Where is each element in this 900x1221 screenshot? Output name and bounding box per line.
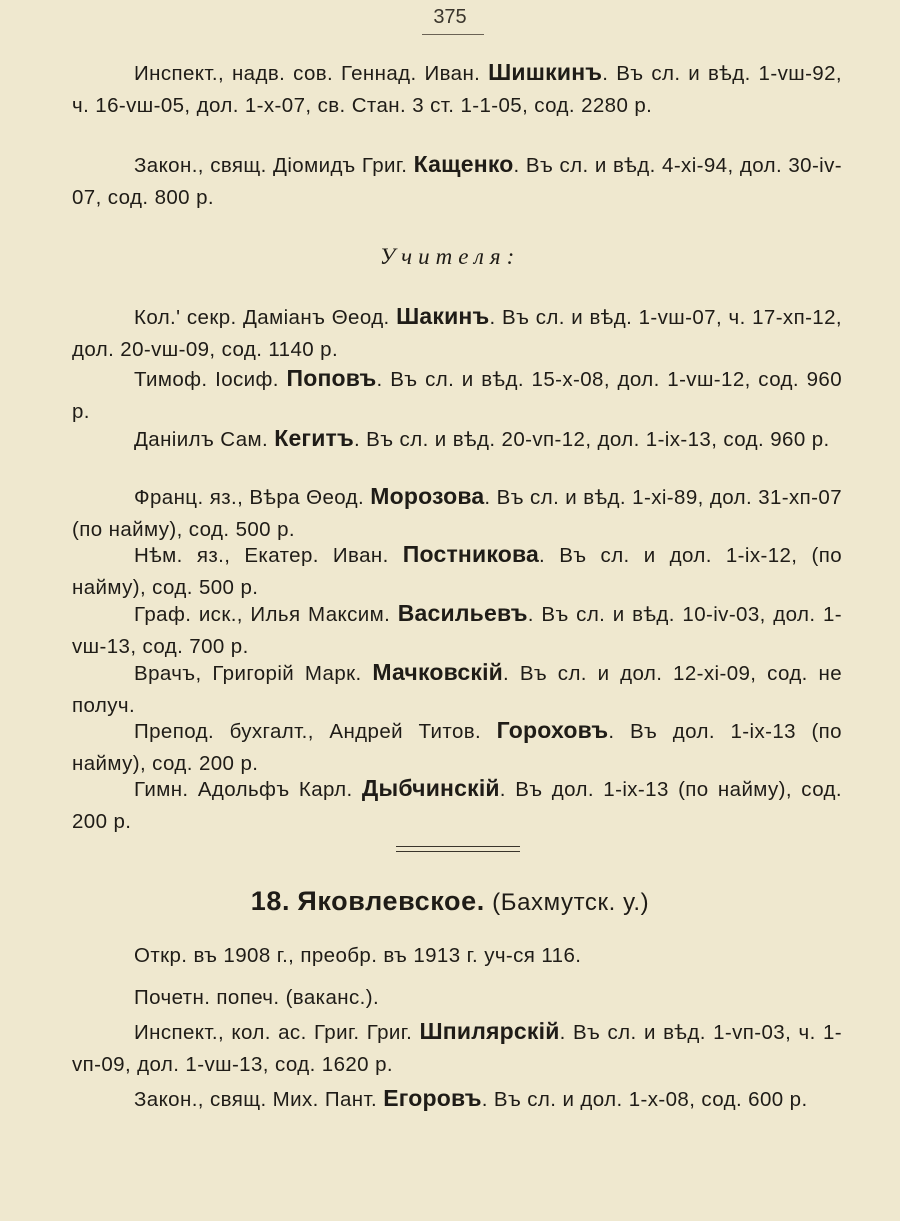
entry-surname: Поповъ bbox=[286, 365, 377, 391]
entry-surname: Кегитъ bbox=[274, 425, 354, 451]
section-info-line: Почетн. попеч. (ваканс.). bbox=[134, 986, 380, 1009]
entry-details: . Въ сл. и дол. 12-хі-09, сод. не получ. bbox=[72, 662, 843, 717]
entry-prefix: Врачъ, Григорій Марк. bbox=[134, 662, 373, 685]
entry-surname: Мачковскій bbox=[372, 659, 504, 685]
entry-prefix: Франц. яз., Вѣра Θеод. bbox=[134, 486, 371, 509]
entry-surname: Васильевъ bbox=[397, 600, 528, 626]
entry-details: . Въ сл. и вѣд. 10-іv-03, дол. 1-vш-13, сод. 700 р. bbox=[72, 603, 842, 658]
entry-surname: Егоровъ bbox=[383, 1085, 482, 1111]
staff-entry-inspector bbox=[72, 56, 842, 122]
teacher-entry bbox=[72, 422, 842, 456]
teacher-entry bbox=[72, 772, 842, 838]
entry-prefix: Инспект., кол. ас. Григ. Григ. bbox=[134, 1021, 420, 1044]
entry-details: . Въ сл. и вѣд. 15-х-08, дол. 1-vш-12, сод. 960 р. bbox=[72, 368, 842, 423]
teacher-entry bbox=[72, 362, 842, 428]
entry-prefix: Тимоф. Іосиф. bbox=[134, 368, 287, 391]
entry-details: . Въ сл. и вѣд. 1-vп-03, ч. 1-vп-09, дол. 1-vш-13, сод. 1620 р. bbox=[72, 1021, 842, 1076]
entry-prefix: Препод. бухгалт., Андрей Титов. bbox=[134, 720, 497, 743]
page-number-rule bbox=[422, 34, 484, 35]
entry-details: . Въ сл. и вѣд. 1-хі-89, дол. 31-хп-07 (по найму), сод. 500 р. bbox=[72, 486, 842, 541]
staff-entry-inspector bbox=[72, 1015, 842, 1081]
entry-details: . Въ сл. и вѣд. 1-vш-07, ч. 17-хп-12, дол. 20-vш-09, сод. 1140 р. bbox=[72, 306, 842, 361]
teacher-entry bbox=[72, 480, 842, 546]
entry-surname: Шпилярскій bbox=[419, 1018, 560, 1044]
teacher-entry bbox=[72, 714, 842, 780]
entry-prefix: Закон., свящ. Мих. Пант. bbox=[134, 1088, 384, 1111]
entry-details: . Въ сл. и дол. 1-х-08, сод. 600 р. bbox=[481, 1088, 808, 1111]
entry-details: . Въ дол. 1-іх-13 (по найму), сод. 200 р. bbox=[72, 778, 842, 833]
entry-surname: Шакинъ bbox=[396, 303, 490, 329]
entry-surname: Шишкинъ bbox=[488, 59, 603, 85]
entry-surname: Дыбчинскій bbox=[361, 775, 500, 801]
staff-entry-priest bbox=[72, 148, 842, 214]
section-title bbox=[0, 886, 900, 917]
teacher-entry bbox=[72, 300, 842, 366]
section-info-line: Откр. въ 1908 г., преобр. въ 1913 г. уч-ся 116. bbox=[134, 944, 582, 967]
entry-prefix: Кол.' секр. Даміанъ Θеод. bbox=[134, 306, 397, 329]
entry-surname: Гороховъ bbox=[496, 717, 609, 743]
teacher-entry bbox=[72, 538, 842, 604]
entry-surname: Морозова bbox=[370, 483, 485, 509]
page-number: 375 bbox=[433, 6, 467, 28]
section-name: Яковлевское. bbox=[297, 886, 485, 916]
entry-details: . Въ сл. и вѣд. 4-хі-94, дол. 30-іv-07, сод. 800 р. bbox=[72, 154, 842, 209]
entry-surname: Постникова bbox=[402, 541, 540, 567]
entry-details: . Въ сл. и вѣд. 1-vш-92, ч. 16-vш-05, дол. 1-х-07, св. Стан. 3 ст. 1-1-05, сод. 2280 р. bbox=[72, 62, 842, 117]
teachers-heading: Учителя: bbox=[379, 244, 521, 269]
entry-details: . Въ сл. и вѣд. 20-vп-12, дол. 1-іх-13, сод. 960 р. bbox=[353, 428, 830, 451]
teacher-entry bbox=[72, 656, 842, 722]
teacher-entry bbox=[72, 597, 842, 663]
entry-surname: Кащенко bbox=[413, 151, 514, 177]
entry-prefix: Закон., свящ. Діомидъ Григ. bbox=[134, 154, 414, 177]
section-district: (Бахмутск. у.) bbox=[492, 889, 650, 916]
staff-entry-priest bbox=[72, 1082, 842, 1116]
section-divider bbox=[396, 846, 520, 852]
section-number: 18. bbox=[250, 886, 291, 916]
entry-details: . Въ дол. 1-іх-13 (по найму), сод. 200 р. bbox=[72, 720, 842, 775]
entry-details: . Въ сл. и дол. 1-іх-12, (по найму), сод. 500 р. bbox=[72, 544, 842, 599]
entry-prefix: Даніилъ Сам. bbox=[134, 428, 275, 451]
entry-prefix: Инспект., надв. сов. Геннад. Иван. bbox=[134, 62, 489, 85]
entry-prefix: Граф. иск., Илья Максим. bbox=[134, 603, 398, 626]
entry-prefix: Гимн. Адольфъ Карл. bbox=[134, 778, 362, 801]
entry-prefix: Нѣм. яз., Екатер. Иван. bbox=[134, 544, 403, 567]
